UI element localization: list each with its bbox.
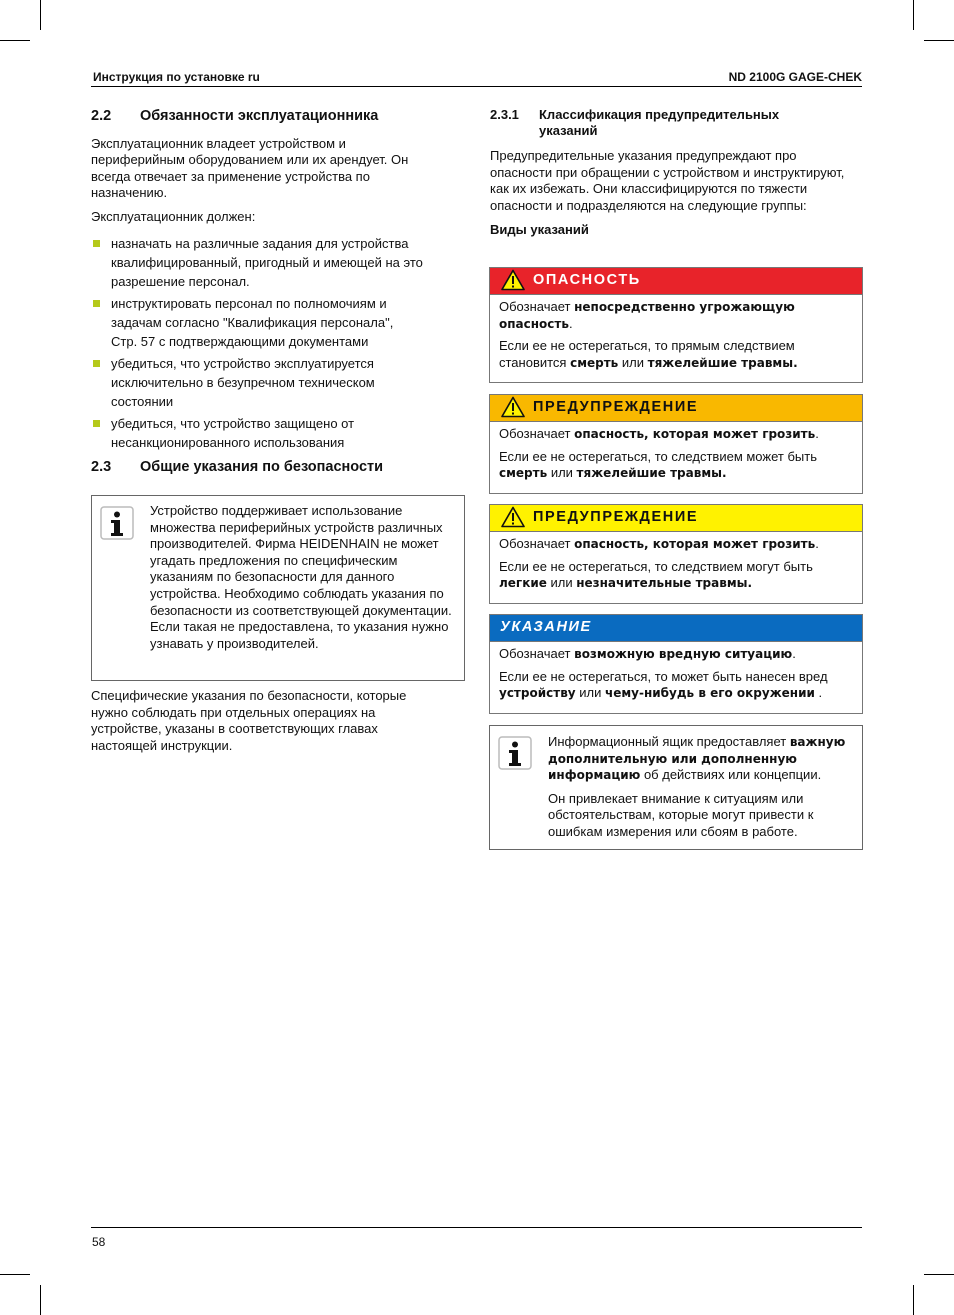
section-title: Общие указания по безопасности [140, 458, 384, 475]
section-heading-2-3-1 [490, 107, 862, 139]
page-header [91, 70, 862, 87]
box-line: Обозначает возможную вредную ситуацию. [499, 646, 796, 661]
caution-label: ПРЕДУПРЕЖДЕНИЕ [533, 509, 699, 525]
section-heading-2-3 [91, 459, 463, 476]
box-line: Если ее не остерегаться, то прямым следствием становится смерть или тяжелейшие травмы. [499, 338, 798, 370]
header-product-name: ND 2100G GAGE-CHEK [728, 70, 862, 84]
danger-label: ОПАСНОСТЬ [533, 272, 641, 288]
right-column [490, 107, 862, 246]
danger-bar [490, 268, 862, 295]
paragraph: Специфические указания по безопасности, которые нужно соблюдать при отдельных операциях на устройстве, указаны в соответствующих главах настоящей инструкции. [91, 688, 407, 753]
section-heading-2-2 [91, 108, 463, 125]
notice-box [489, 614, 863, 714]
section-number: 2.3.1 [490, 107, 519, 122]
crop-mark [40, 0, 41, 30]
paragraph: Эксплуатационник владеет устройством и периферийным оборудованием или их арендует. Он всегда отвечает за применение устройства по назначению. [91, 135, 409, 201]
crop-mark [913, 0, 914, 30]
warning-triangle-icon [501, 506, 525, 528]
bullet-list [91, 234, 451, 452]
section-title: Обязанности эксплуатационника [140, 108, 379, 124]
list-item: убедиться, что устройство защищено от несанкционированного использования [91, 414, 451, 452]
notice-bar [490, 615, 862, 642]
info-icon [100, 506, 134, 540]
caution-bar [490, 505, 862, 532]
info-icon [498, 736, 532, 770]
box-line: Если ее не остерегаться, то следствием могут быть легкие или незначительные травмы. [499, 558, 813, 591]
info-box-text [548, 734, 854, 848]
info-box [489, 725, 863, 850]
info-line: Информационный ящик предоставляет важную дополнительную или дополненную информацию об действиях или концепции. [548, 734, 846, 783]
footer-rule [91, 1227, 862, 1228]
left-column-bottom [91, 688, 443, 761]
crop-mark [0, 40, 30, 41]
section-title: Классификация предупредительных указаний [539, 107, 780, 138]
section-number: 2.2 [91, 108, 112, 124]
box-line: Обозначает опасность, которая может грозить. [499, 536, 819, 551]
info-box-text: Устройство поддерживает использование множества периферийных устройств различных производителей. Фирма HEIDENHAIN не может угадать предложения по специфическим указаниям по безопасности для данного устройства. Необходимо соблюдать указания по безопасности из соответствующей документации. Если такая не предоставлена, то указания нужно узнавать у производителей. [150, 503, 452, 651]
crop-mark [0, 1274, 30, 1275]
kinds-heading: Виды указаний [490, 222, 589, 238]
warning-body [490, 422, 862, 493]
box-line: Обозначает непосредственно угрожающую опасность. [499, 299, 795, 331]
warning-triangle-icon [501, 269, 525, 291]
paragraph: Эксплуатационник должен: [91, 208, 256, 224]
crop-mark [913, 1285, 914, 1315]
crop-mark [924, 40, 954, 41]
warning-label: ПРЕДУПРЕЖДЕНИЕ [533, 399, 699, 415]
header-document-title: Инструкция по установке ru [93, 70, 260, 84]
info-line: Он привлекает внимание к ситуациям или обстоятельствам, которые могут привести к ошибкам измерения или сбоям в работе. [548, 790, 814, 839]
warning-box [489, 394, 863, 494]
list-item: инструктировать персонал по полномочиям и задачам согласно "Квалификация персонала", Стр. 57 с подтверждающими документами [91, 294, 451, 351]
notice-body [490, 642, 862, 713]
warning-bar [490, 395, 862, 422]
box-line: Если ее не остерегаться, то может быть нанесен вред устройству или чему-нибудь в его окружении . [499, 668, 828, 701]
box-line: Обозначает опасность, которая может грозить. [499, 426, 819, 441]
crop-mark [924, 1274, 954, 1275]
caution-body [490, 532, 862, 603]
left-column [91, 108, 463, 475]
section-number: 2.3 [91, 458, 112, 475]
crop-mark [40, 1285, 41, 1315]
info-box [91, 495, 465, 681]
box-line: Если ее не остерегаться, то следствием может быть смерть или тяжелейшие травмы. [499, 448, 817, 481]
paragraph: Предупредительные указания предупреждают про опасности при обращении с устройством и инструктируют, как их избежать. Они классифицируются по тяжести опасности и подразделяются на следующие группы: [490, 148, 845, 213]
notice-label: УКАЗАНИЕ [500, 619, 592, 635]
list-item: назначать на различные задания для устройства квалифицированный, пригодный и имеющей на это разрешение персонал. [91, 234, 451, 291]
page-number: 58 [92, 1235, 106, 1249]
caution-box [489, 504, 863, 604]
danger-body [490, 295, 862, 382]
list-item: убедиться, что устройство эксплуатируется исключительно в безупречном техническом состоянии [91, 354, 451, 411]
danger-box [489, 267, 863, 383]
warning-triangle-icon [501, 396, 525, 418]
